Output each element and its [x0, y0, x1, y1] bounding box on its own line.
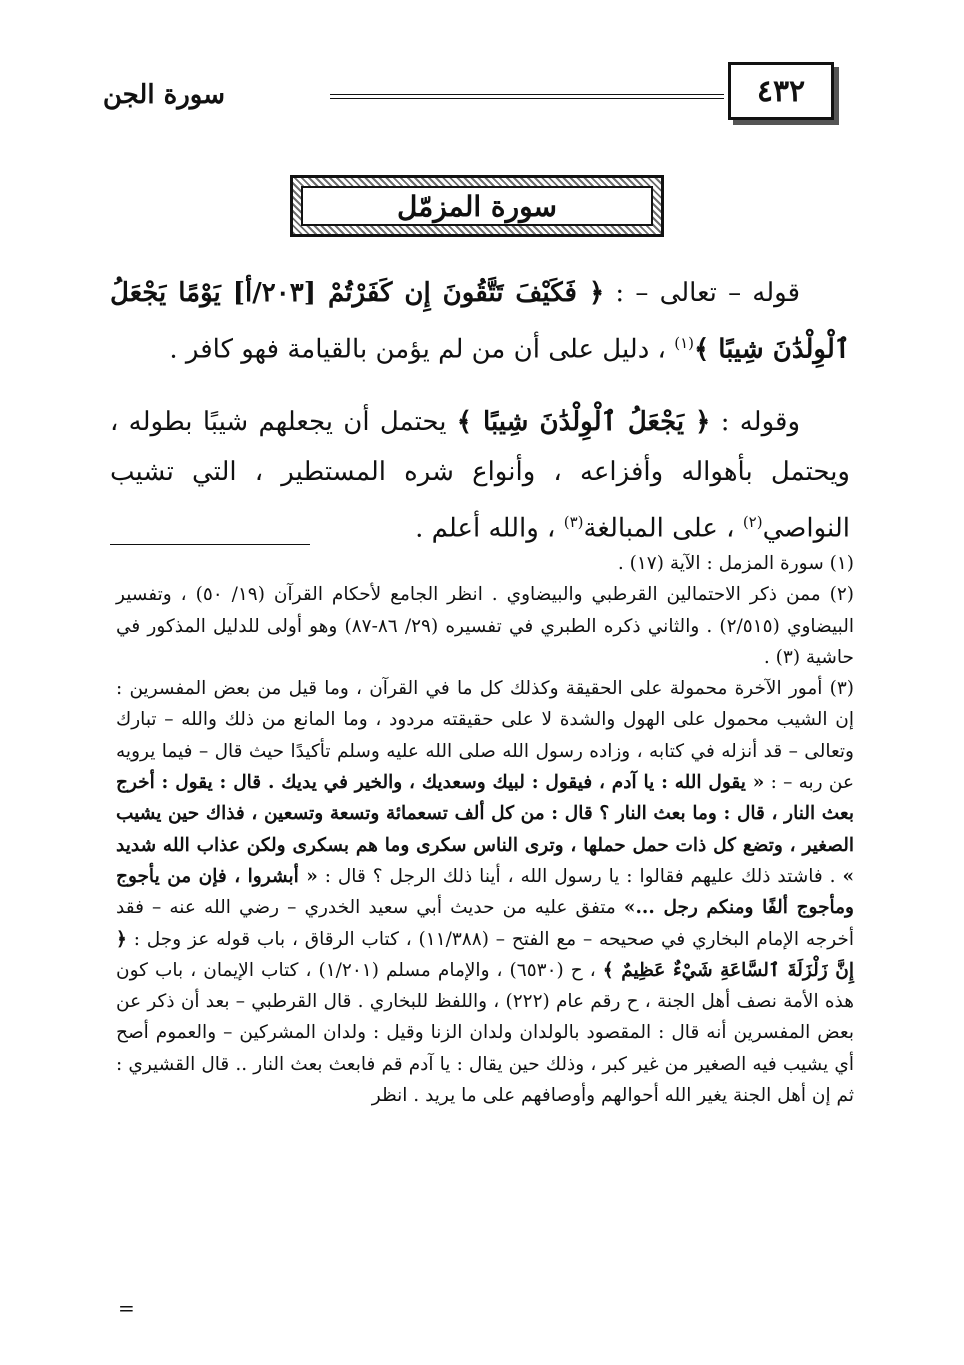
quran-verse: ﴿ يَجْعَلُ ٱلْوِلْدَٰنَ شِيبًا ﴾ [456, 406, 711, 437]
continuation-mark: = [118, 1296, 135, 1320]
para2-text: ، على المبالغة [583, 513, 735, 544]
footnote-text: سورة المزمل : الآية (١٧) . [617, 553, 824, 574]
footnote-number: (٣) [829, 678, 854, 700]
footnote-number: (٢) [829, 584, 855, 606]
surah-title-frame [290, 175, 664, 237]
footnote-ref: (١) [674, 334, 694, 352]
para2-intro: وقوله : [720, 406, 801, 437]
para1-text: ، دليل على أن من لم يؤمن بالقيامة فهو كافر . [169, 334, 666, 365]
hadith-quote: « يقول الله : يا آدم ، فيقول : لبيك وسعديك ، والخير في يديك . قال : يقول : أخرج بعث النار ، قال : وما بعث النار ؟ قال : من كل ألف تسعمائة وتسعة وتسعين ، فذاك حين يشيب الصغير ، وتضع كل ذات حمل حملها ، وترى الناس سكرى وما هم بسكرى ولكن عذاب الله شديد » [116, 772, 854, 887]
running-title: سورة الجن [102, 80, 225, 110]
footnote-text: . فاشتد ذلك عليهم فقالوا : يا رسول الله ، أينا ذلك الرجل ؟ قال : [324, 865, 836, 887]
page-number-text: ٤٣٢ [756, 73, 806, 109]
footnote-text: ، ح (٦٥٣٠) ، والإمام مسلم (١/٢٠١) ، كتاب الإيمان ، باب كون هذه الأمة نصف أهل الجنة ، ح رقم عام (٢٢٢) ، واللفظ للبخاري . قال القرطبي – بعد أن ذكر عن بعض المفسرين أنه قال : المقصود بالولدان ولدان الزنا وقيل : ولدان المشركين – والعموم أصح أي يشيب فيه الصغير من غير كبر ، وذلك حين يقال : يا آدم قم فابعث بعث النار .. قال القشيري : ثم إن أهل الجنة يغير الله أحوالهم وأوصافهم على ما يريد . انظر [116, 959, 854, 1107]
para2-text: ، والله أعلم . [415, 513, 556, 544]
page-number [728, 62, 834, 120]
quran-verse: ﴿ إِنَّ زَلْزَلَةَ ٱلسَّاعَةِ شَيْءٌ عَظِيمٌ ﴾ [116, 928, 854, 981]
surah-title: سورة المزمّل [301, 186, 653, 226]
main-text [110, 268, 850, 575]
footnote-1 [116, 548, 854, 579]
footnote-3 [116, 673, 854, 1111]
header-rule [330, 94, 724, 99]
footnotes [116, 548, 854, 1111]
para1-intro: قوله – تعالى – : [615, 278, 801, 308]
hadith-quote: « أبشروا ، فإن من يأجوج ومأجوج ألفًا ومنكم رجل ...» [116, 865, 854, 919]
footnote-text: ممن ذكر الاحتمالين القرطبي والبيضاوي . انظر الجامع لأحكام القرآن (١٩/ ٥٠) ، وتفسير البيضاوي (٢/٥١٥) . والثاني ذكره الطبري في تفسيره (٢٩/ ٨٦-٨٧) وهو أولى للدليل المذكور في حاشية (٣) . [116, 584, 854, 668]
footnote-number: (١) [829, 553, 854, 574]
quran-verse: ﴿ فَكَيْفَ تَتَّقُونَ إِن كَفَرْتُمْ [٢٠٣/أ] يَوْمًا يَجْعَلُ ٱلْوِلْدَٰنَ شِيبًا ﴾ [110, 278, 850, 365]
footnote-separator [110, 544, 310, 545]
footnote-ref: (٣) [563, 512, 584, 531]
footnote-text: متفق عليه من حديث أبي سعيد الخدري – رضي الله عنه – فقد أخرجه الإمام البخاري في صحيحه – مع الفتح – (١١/٣٨٨) ، كتاب الرقاق ، باب قوله عز وجل : [116, 897, 854, 950]
paragraph-1 [110, 268, 850, 375]
para2-text: يحتمل أن يجعلهم شيبًا بطوله ، ويحتمل بأهواله وأفزاعه ، وأنواع شره المستطير ، التي تشيب النواصي [110, 406, 850, 544]
footnote-text: أمور الآخرة محمولة على الحقيقة وكذلك كل ما في القرآن ، وما قيل من بعض المفسرين : إن الشيب محمول على الهول والشدة لا على حقيقته مردود ، وما المانع من ذلك والله – تبارك وتعالى – قد أنزله في كتابه ، وزاده رسول الله صلى الله عليه وسلم تأكيدًا حيث قال – فيما يرويه عن ربه – : [116, 678, 854, 794]
footnote-ref: (٢) [742, 512, 763, 531]
paragraph-2 [110, 397, 850, 554]
footnote-2 [116, 579, 854, 673]
